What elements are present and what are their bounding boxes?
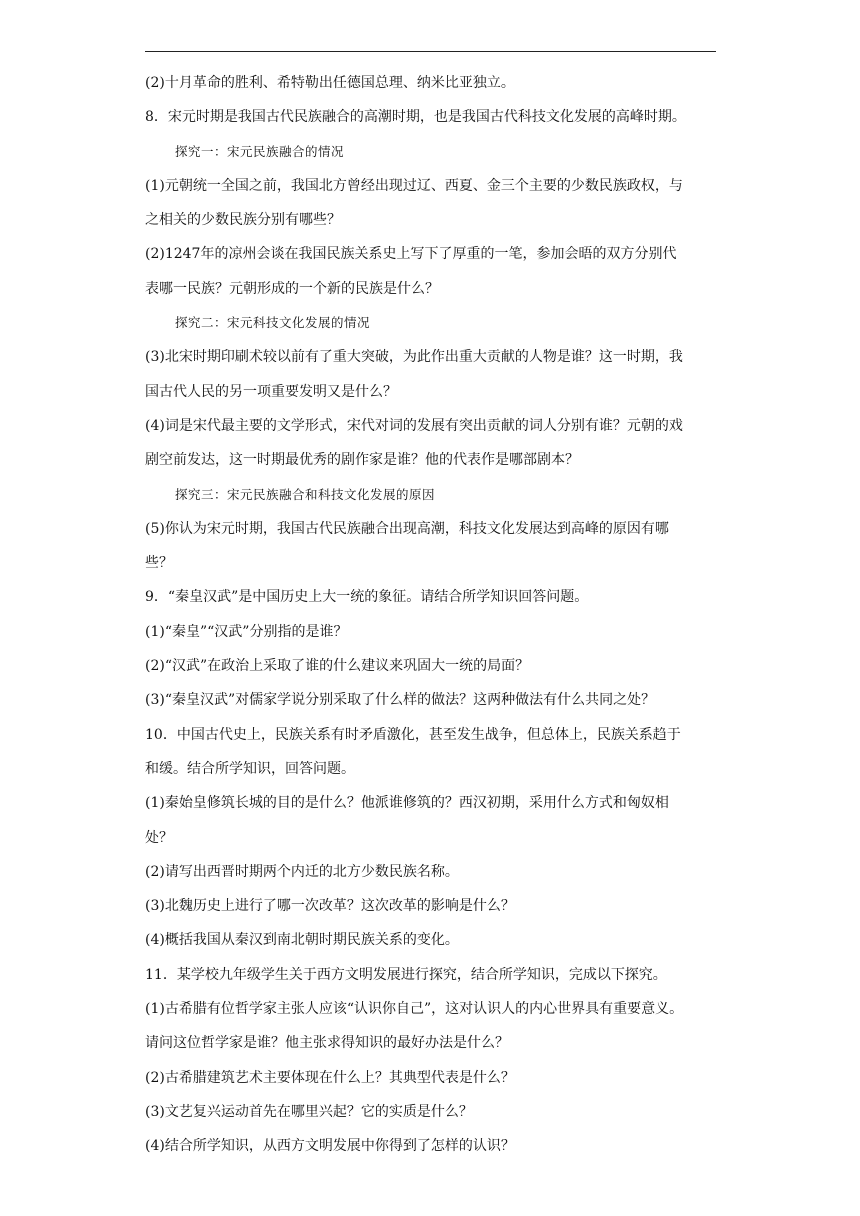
text-line: (4)词是宋代最主要的文学形式，宋代对词的发展有突出贡献的词人分别有谁？元朝的戏 (145, 417, 683, 434)
text-line: (4)概括我国从秦汉到南北朝时期民族关系的变化。 (145, 932, 459, 949)
text-line: (2)古希腊建筑艺术主要体现在什么上？其典型代表是什么？ (145, 1069, 515, 1086)
text-line: (1)古希腊有位哲学家主张人应该“认识你自己”，这对认识人的内心世界具有重要意义。 (145, 1001, 684, 1018)
text-line: 和缓。结合所学知识，回答问题。 (145, 760, 355, 777)
question-9-stem: 9．“秦皇汉武”是中国历史上大一统的象征。请结合所学知识回答问题。 (145, 589, 589, 606)
text-line: (4)结合所学知识，从西方文明发展中你得到了怎样的认识？ (145, 1138, 515, 1155)
text-line: (3)文艺复兴运动首先在哪里兴起？它的实质是什么？ (145, 1103, 473, 1120)
text-line: (2)请写出西晋时期两个内迁的北方少数民族名称。 (145, 863, 459, 880)
text-line: 请问这位哲学家是谁？他主张求得知识的最好办法是什么？ (145, 1035, 509, 1052)
text-line: 国古代人民的另一项重要发明又是什么？ (145, 383, 397, 400)
text-line: (2)1247年的凉州会谈在我国民族关系史上写下了厚重的一笔，参加会晤的双方分别代 (145, 246, 677, 263)
text-line: 处？ (145, 829, 173, 846)
text-line: 表哪一民族？元朝形成的一个新的民族是什么？ (145, 280, 439, 297)
text-line: (3)北魏历史上进行了哪一次改革？这次改革的影响是什么？ (145, 898, 515, 915)
question-8-stem: 8．宋元时期是我国古代民族融合的高潮时期，也是我国古代科技文化发展的高峰时期。 (145, 109, 686, 126)
inquiry-heading-1: 探究一：宋元民族融合的情况 (175, 143, 345, 159)
question-10-stem: 10．中国古代史上，民族关系有时矛盾激化，甚至发生战争，但总体上，民族关系趋于 (145, 726, 681, 743)
document-body (145, 66, 721, 1164)
text-line: 些？ (145, 555, 173, 572)
header-rule (145, 51, 716, 52)
text-line: (1)元朝统一全国之前，我国北方曾经出现过辽、西夏、金三个主要的少数民族政权，与 (145, 177, 683, 194)
text-line: (3)“秦皇汉武”对儒家学说分别采取了什么样的做法？这两种做法有什么共同之处？ (145, 692, 656, 709)
text-line: (1)“秦皇”“汉武”分别指的是谁？ (145, 623, 348, 640)
text-line: (3)北宋时期印刷术较以前有了重大突破，为此作出重大贡献的人物是谁？这一时期，我 (145, 349, 683, 366)
text-line: (2)“汉武”在政治上采取了谁的什么建议来巩固大一统的局面？ (145, 658, 530, 675)
question-11-stem: 11．某学校九年级学生关于西方文明发展进行探究，结合所学知识，完成以下探究。 (145, 966, 667, 983)
text-line: (5)你认为宋元时期，我国古代民族融合出现高潮，科技文化发展达到高峰的原因有哪 (145, 520, 669, 537)
inquiry-heading-3: 探究三：宋元民族融合和科技文化发展的原因 (175, 486, 436, 502)
text-line: (2)十月革命的胜利、希特勒出任德国总理、纳米比亚独立。 (145, 75, 515, 91)
inquiry-heading-2: 探究二：宋元科技文化发展的情况 (175, 315, 371, 331)
text-line: 之相关的少数民族分别有哪些？ (145, 212, 341, 229)
text-line: (1)秦始皇修筑长城的目的是什么？他派谁修筑的？西汉初期，采用什么方式和匈奴相 (145, 795, 669, 812)
text-line: 剧空前发达，这一时期最优秀的剧作家是谁？他的代表作是哪部剧本？ (145, 452, 579, 469)
